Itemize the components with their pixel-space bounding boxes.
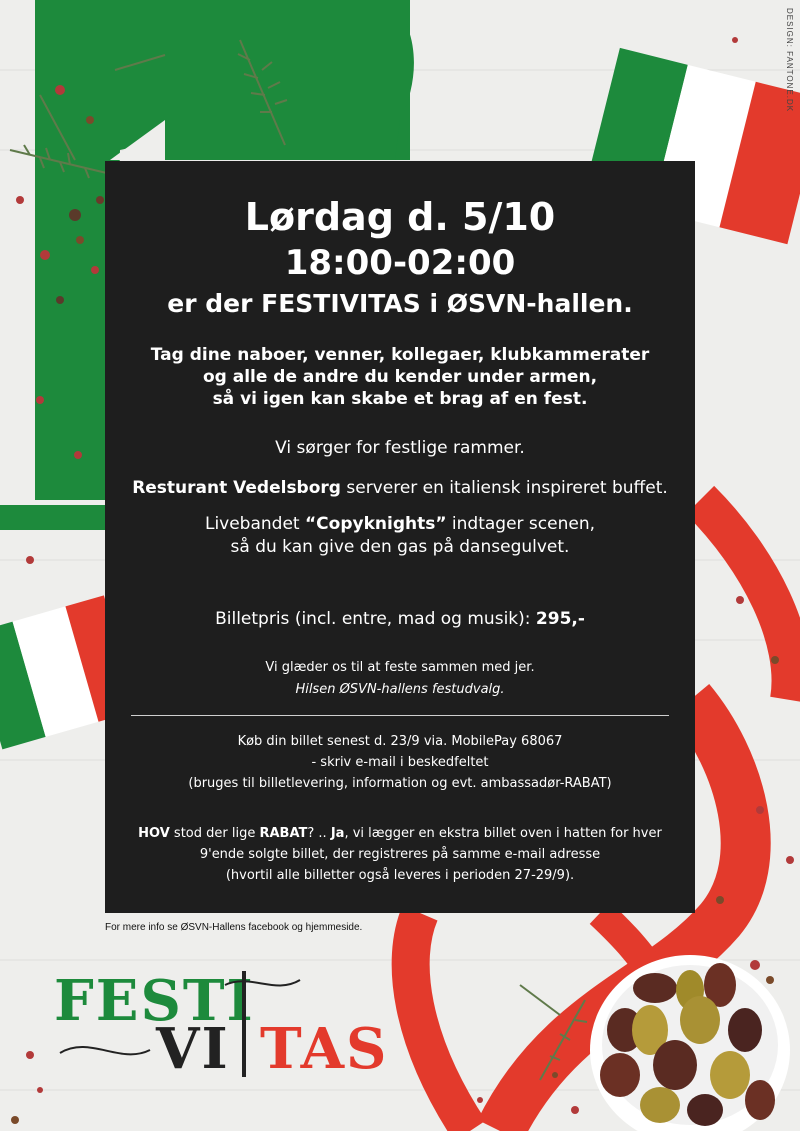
info-panel <box>105 161 695 913</box>
logo-flourish <box>50 965 380 1085</box>
restaurant-text <box>105 477 695 500</box>
purchase-line: (bruges til billetlevering, information og evt. ambassadør-RABAT) <box>188 776 612 791</box>
event-time: 18:00-02:00 <box>284 243 516 283</box>
restaurant-desc: serverer en italiensk inspireret buffet. <box>340 478 668 498</box>
design-credit: DESIGN: FANTONE.DK <box>785 8 794 113</box>
price-label: Billetpris (incl. entre, mad og musik): <box>215 609 536 629</box>
logo-line-2: VI <box>156 1016 230 1082</box>
band-name: “Copyknights” <box>305 514 447 534</box>
event-date: Lørdag d. 5/10 <box>244 195 556 239</box>
divider <box>131 715 669 716</box>
offer-line-3: (hvortil alle billetter også leveres i perioden 27-29/9). <box>225 868 575 883</box>
offer-word-ja: Ja <box>330 826 345 841</box>
intro-line: og alle de andre du kender under armen, <box>202 367 598 387</box>
offer-text: ? .. <box>307 826 331 841</box>
event-headline: er der FESTIVITAS i ØSVN-hallen. <box>167 289 633 318</box>
offer-line-2: 9'ende solgte billet, der registreres på samme e-mail adresse <box>199 847 601 862</box>
purchase-info <box>105 731 695 794</box>
frames-text: Vi sørger for festlige rammer. <box>275 438 525 458</box>
festivitas-logo <box>50 965 389 1085</box>
offer-text: stod der lige <box>169 826 260 841</box>
purchase-line: Køb din billet senest d. 23/9 via. MobilePay 68067 <box>237 734 563 749</box>
logo-line-1: FESTI <box>54 968 255 1034</box>
offer-word-hov: HOV <box>138 826 170 841</box>
band-prefix: Livebandet <box>204 514 305 534</box>
offer-line <box>105 823 695 844</box>
intro-text <box>105 344 695 410</box>
intro-line: så vi igen kan skabe et brag af en fest. <box>212 389 588 409</box>
band-line <box>105 513 695 536</box>
offer-text: , vi lægger en ekstra billet oven i hatten for hver <box>344 826 662 841</box>
intro-line: Tag dine naboer, venner, kollegaer, klubkammerater <box>150 345 650 365</box>
purchase-line: - skriv e-mail i beskedfeltet <box>311 755 489 770</box>
price-text <box>105 608 695 631</box>
signature: Hilsen ØSVN-hallens festudvalg. <box>295 682 505 697</box>
band-suffix: indtager scenen, <box>446 514 596 534</box>
more-info-text: For mere info se ØSVN-Hallens facebook og hjemmeside. <box>105 922 363 933</box>
greeting: Vi glæder os til at feste sammen med jer. <box>265 660 535 675</box>
price-value: 295,- <box>535 609 585 629</box>
offer-info <box>105 823 695 886</box>
band-line-2: så du kan give den gas på dansegulvet. <box>230 537 570 557</box>
band-text <box>105 513 695 559</box>
offer-word-rabat: RABAT <box>259 826 308 841</box>
restaurant-name: Resturant Vedelsborg <box>132 478 341 498</box>
logo-line-3: TAS <box>260 1016 389 1082</box>
